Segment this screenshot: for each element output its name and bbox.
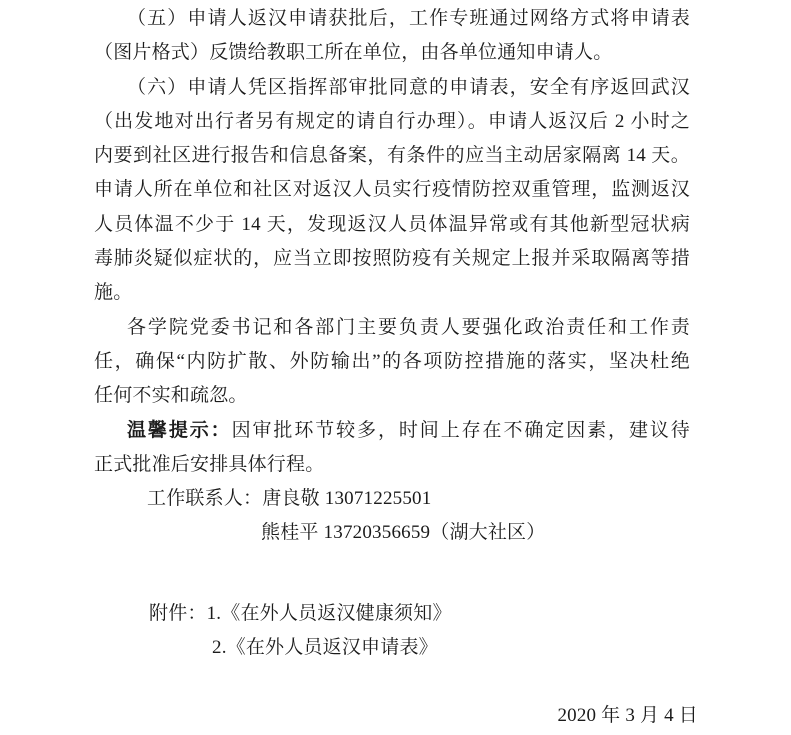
vertical-gap-small xyxy=(94,665,690,699)
para-item6-line5: 人员体温不少于 14 天，发现返汉人员体温异常或有其他新型冠状病 xyxy=(94,213,690,235)
para-item6-line3: 内要到社区进行报告和信息备案，有条件的应当主动居家隔离 14 天。 xyxy=(94,145,690,167)
para-item6-line1: （六）申请人凭区指挥部审批同意的申请表，安全有序返回武汉 xyxy=(127,76,690,98)
contact-line-2: 熊桂平 13720356659（湖大社区） xyxy=(261,522,546,544)
attachment-line-2: 2.《在外人员返汉申请表》 xyxy=(212,637,438,659)
attachment-line-1: 附件：1.《在外人员返汉健康须知》 xyxy=(149,602,452,624)
para-tip-line2: 正式批准后安排具体行程。 xyxy=(94,453,325,475)
contact-line-1: 工作联系人：唐良敬 13071225501 xyxy=(147,488,432,510)
para-item6-line7: 施。 xyxy=(94,282,133,304)
para-item6-line2: （出发地对出行者另有规定的请自行办理）。申请人返汉后 2 小时之 xyxy=(94,110,690,132)
tip-line1-text: 因审批环节较多，时间上存在不确定因素，建议待 xyxy=(231,419,690,441)
para-responsibility-line2: 任，确保“内防扩散、外防输出”的各项防控措施的落实，坚决杜绝 xyxy=(94,350,690,372)
para-item6-line6: 毒肺炎疑似症状的，应当立即按照防疫有关规定上报并采取隔离等措 xyxy=(94,248,690,270)
para-responsibility-line1: 各学院党委书记和各部门主要负责人要强化政治责任和工作责 xyxy=(127,316,690,338)
tip-bold-label: 温馨提示： xyxy=(127,419,232,441)
para-item6-line4: 申请人所在单位和社区对返汉人员实行疫情防控双重管理，监测返汉 xyxy=(94,179,690,201)
document-date: 2020 年 3 月 4 日 xyxy=(557,705,698,727)
para-item5-line2: （图片格式）反馈给教职工所在单位，由各单位通知申请人。 xyxy=(94,42,613,64)
para-tip-line1 xyxy=(94,414,690,448)
para-responsibility-line3: 任何不实和疏忽。 xyxy=(94,385,248,407)
para-item5-line1: （五）申请人返汉申请获批后，工作专班通过网络方式将申请表 xyxy=(127,8,690,29)
document-body xyxy=(94,2,698,734)
vertical-gap-large xyxy=(94,551,690,597)
